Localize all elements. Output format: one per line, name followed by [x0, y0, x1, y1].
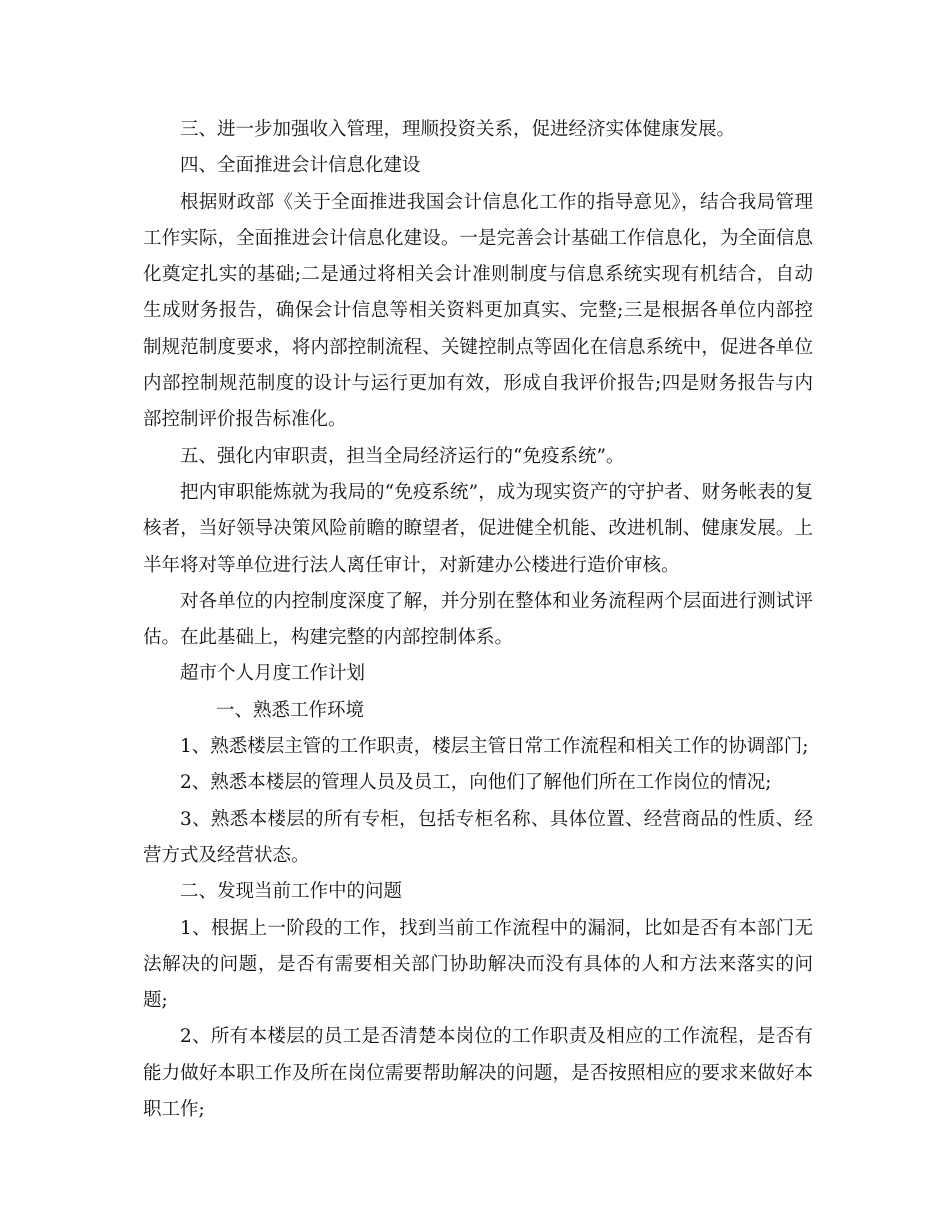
paragraph-accounting-informatization: 根据财政部《关于全面推进我国会计信息化工作的指导意见》，结合我局管理工作实际，全面推进会计信息化建设。一是完善会计基础工作信息化，为全面信息化奠定扎实的基础;二是通过将相关会计准则制度与信息系统实现有机结合，自动生成财务报告，确保会计信息等相关资料更加真实、完整;三是根据各单位内部控制规范制度要求，将内部控制流程、关键控制点等固化在信息系统中，促进各单位内部控制规范制度的设计与运行更加有效，形成自我评价报告;四是财务报告与内部控制评价报告标准化。 — [143, 191, 813, 431]
list-item-floor-supervisor-duties: 1、熟悉楼层主管的工作职责，楼层主管日常工作流程和相关工作的协调部门; — [180, 736, 809, 758]
list-item-workflow-gaps: 1、根据上一阶段的工作，找到当前工作流程中的漏洞，比如是否有本部门无法解决的问题，是否有需要相关部门协助解决而没有具体的人和方法来落实的问题; — [143, 917, 813, 1012]
list-item-staff-responsibilities: 2、所有本楼层的员工是否清楚本岗位的工作职责及相应的工作流程，是否有能力做好本职工作及所在岗位需要帮助解决的问题，是否按照相应的要求来做好本职工作; — [143, 1026, 813, 1121]
paragraph-internal-control: 对各单位的内控制度深度了解，并分别在整体和业务流程两个层面进行测试评估。在此基础上，构建完整的内部控制体系。 — [143, 590, 813, 649]
list-item-floor-counters: 3、熟悉本楼层的所有专柜，包括专柜名称、具体位置、经营商品的性质、经营方式及经营状态。 — [143, 808, 813, 866]
paragraph-internal-audit: 把内审职能炼就为我局的“免疫系统”，成为现实资产的守护者、财务帐表的复核者，当好领导决策风险前瞻的瞭望者，促进健全机能、改进机制、健康发展。上半年将对等单位进行法人离任审计，对新建办公楼进行造价审核。 — [143, 481, 813, 576]
heading-internal-audit: 五、强化内审职责，担当全局经济运行的“免疫系统”。 — [180, 445, 625, 467]
section-title-monthly-plan: 超市个人月度工作计划 — [180, 663, 366, 685]
paragraph-income-management: 三、进一步加强收入管理，理顺投资关系，促进经济实体健康发展。 — [180, 119, 736, 140]
heading-accounting-informatization: 四、全面推进会计信息化建设 — [180, 155, 421, 177]
document-body — [143, 112, 813, 1128]
list-item-floor-staff: 2、熟悉本楼层的管理人员及员工，向他们了解他们所在工作岗位的情况; — [180, 772, 772, 794]
heading-current-problems: 二、发现当前工作中的问题 — [180, 881, 403, 903]
heading-work-environment: 一、熟悉工作环境 — [216, 699, 365, 721]
